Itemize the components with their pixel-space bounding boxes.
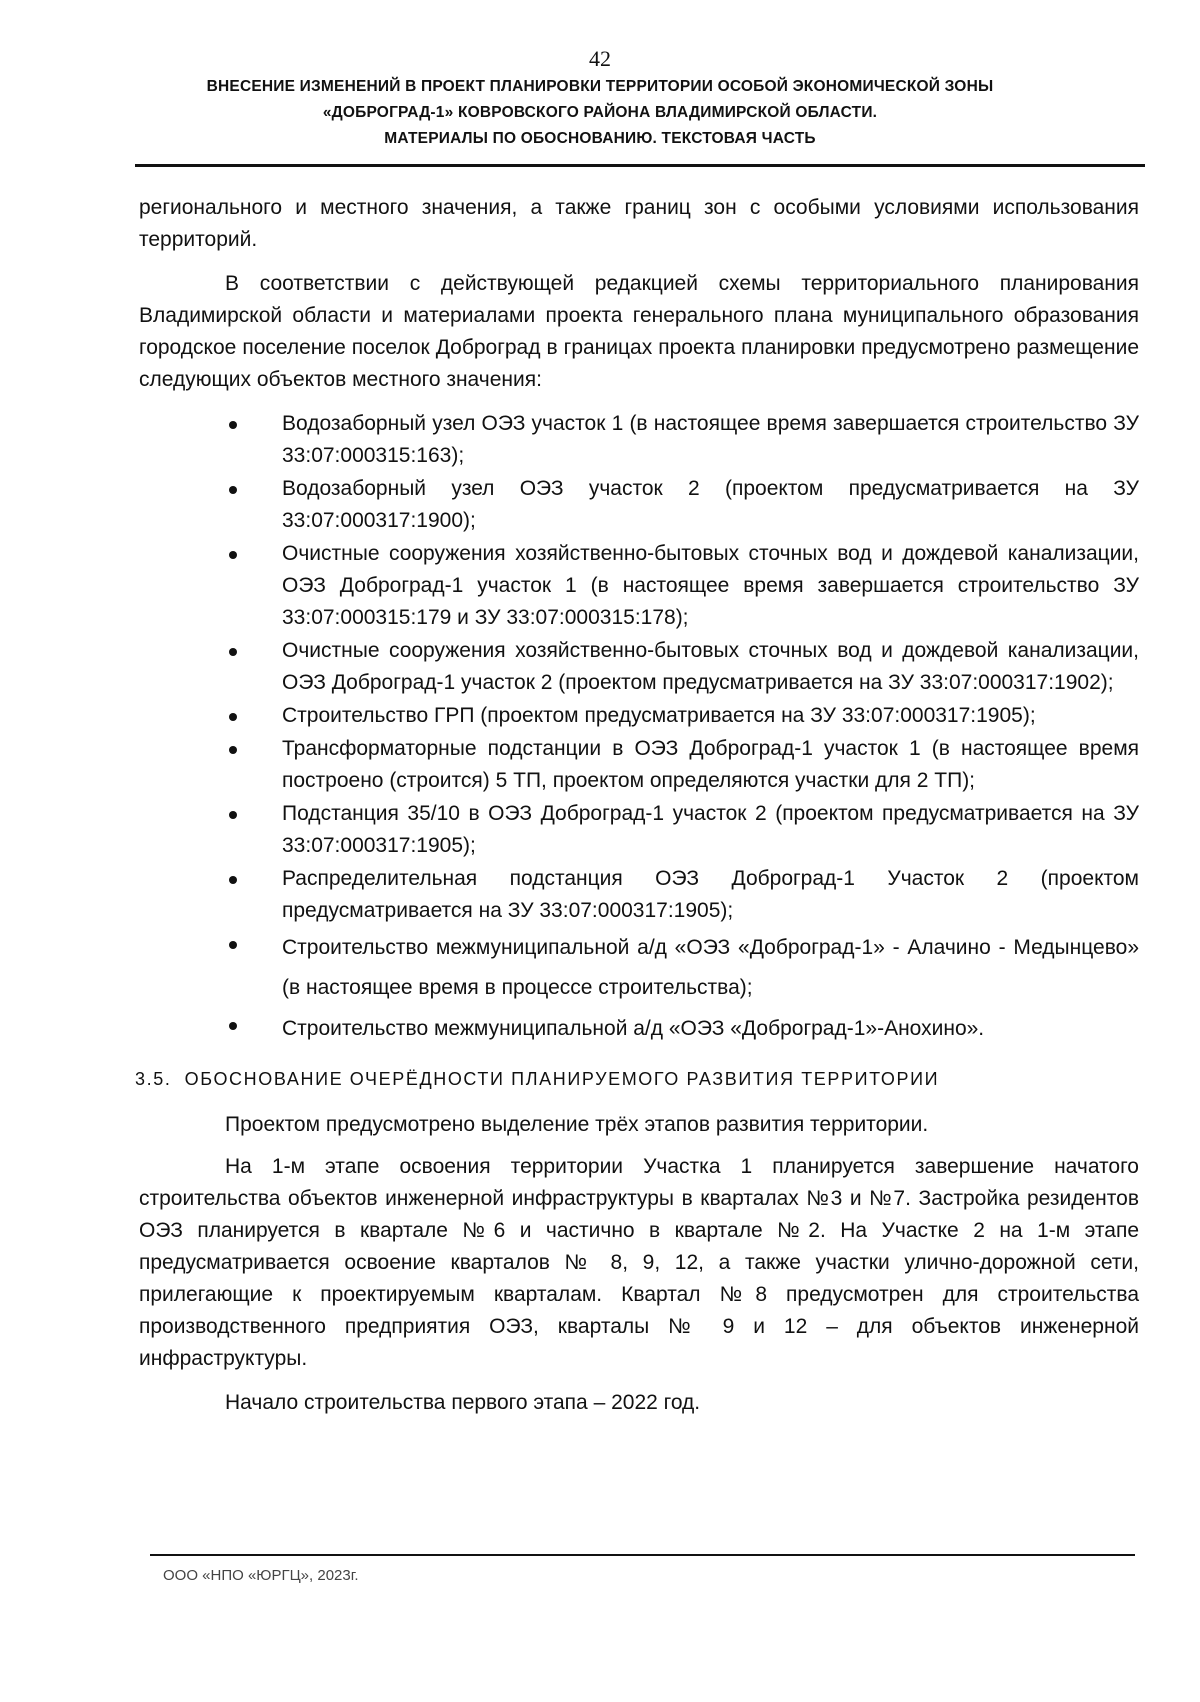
list-item: Очистные сооружения хозяйственно-бытовых сточных вод и дождевой канализации, ОЭЗ Доброград-1 участок 1 (в настоящее время завершается строительство ЗУ 33:07:000315:179 и ЗУ 33:07:000315:178); [139, 538, 1139, 634]
paragraph-start-year: Начало строительства первого этапа – 2022 год. [225, 1391, 701, 1414]
header-line-2: «ДОБРОГРАД-1» КОВРОВСКОГО РАЙОНА ВЛАДИМИРСКОЙ ОБЛАСТИ. [322, 104, 878, 121]
paragraph-stages-intro: Проектом предусмотрено выделение трёх этапов развития территории. [225, 1113, 929, 1136]
header-rule [135, 164, 1145, 167]
section-heading [135, 1063, 1139, 1095]
section-number: 3.5. [135, 1069, 172, 1089]
list-item: Распределительная подстанция ОЭЗ Доброград-1 Участок 2 (проектом предусматривается на ЗУ 33:07:000317:1905); [139, 863, 1139, 927]
list-item: Строительство межмуниципальной а/д «ОЭЗ «Доброград-1»-Анохино». [139, 1009, 1139, 1049]
paragraph-continuation: регионального и местного значения, а также границ зон с особыми условиями использования территорий. [139, 196, 1139, 251]
document-body [135, 192, 1139, 1419]
footer-rule [150, 1554, 1135, 1556]
list-item: Строительство ГРП (проектом предусматривается на ЗУ 33:07:000317:1905); [139, 700, 1139, 732]
paragraph-intro: В соответствии с действующей редакцией схемы территориального планирования Владимирской области и материалами проекта генерального плана муниципального образования городское поселение поселок Доброград в границах проекта планировки предусмотрено размещение следующих объектов местного значения: [139, 272, 1139, 391]
page-number: 42 [589, 46, 611, 71]
list-item: Очистные сооружения хозяйственно-бытовых сточных вод и дождевой канализации, ОЭЗ Доброград-1 участок 2 (проектом предусматривается на ЗУ 33:07:000317:1902); [139, 635, 1139, 699]
list-item: Трансформаторные подстанции в ОЭЗ Доброград-1 участок 1 (в настоящее время построено (строится) 5 ТП, проектом определяются участки для 2 ТП); [139, 733, 1139, 797]
footer-text: ООО «НПО «ЮРГЦ», 2023г. [163, 1567, 359, 1584]
list-item: Строительство межмуниципальной а/д «ОЭЗ «Доброград-1» - Алачино - Медынцево» (в настоящее время в процессе строительства); [139, 928, 1139, 1008]
list-item: Подстанция 35/10 в ОЭЗ Доброград-1 участок 2 (проектом предусматривается на ЗУ 33:07:000317:1905); [139, 798, 1139, 862]
section-title: ОБОСНОВАНИЕ ОЧЕРЁДНОСТИ ПЛАНИРУЕМОГО РАЗВИТИЯ ТЕРРИТОРИИ [184, 1069, 940, 1089]
header-line-3: МАТЕРИАЛЫ ПО ОБОСНОВАНИЮ. ТЕКСТОВАЯ ЧАСТЬ [384, 130, 816, 147]
objects-list [139, 408, 1139, 1049]
document-header [140, 74, 1060, 152]
list-item: Водозаборный узел ОЭЗ участок 1 (в настоящее время завершается строительство ЗУ 33:07:000315:163); [139, 408, 1139, 472]
paragraph-stage-1: На 1-м этапе освоения территории Участка 1 планируется завершение начатого строительства объектов инженерной инфраструктуры в кварталах №3 и №7. Застройка резидентов ОЭЗ планируется в квартале №6 и частично в квартале №2. На Участке 2 на 1-м этапе предусматривается освоение кварталов № 8, 9, 12, а также участки улично-дорожной сети, прилегающие к проектируемым кварталам. Квартал №8 предусмотрен для строительства производственного предприятия ОЭЗ, кварталы № 9 и 12 – для объектов инженерной инфраструктуры. [139, 1155, 1139, 1370]
list-item: Водозаборный узел ОЭЗ участок 2 (проектом предусматривается на ЗУ 33:07:000317:1900); [139, 473, 1139, 537]
header-line-1: ВНЕСЕНИЕ ИЗМЕНЕНИЙ В ПРОЕКТ ПЛАНИРОВКИ ТЕРРИТОРИИ ОСОБОЙ ЭКОНОМИЧЕСКОЙ ЗОНЫ [206, 78, 994, 95]
